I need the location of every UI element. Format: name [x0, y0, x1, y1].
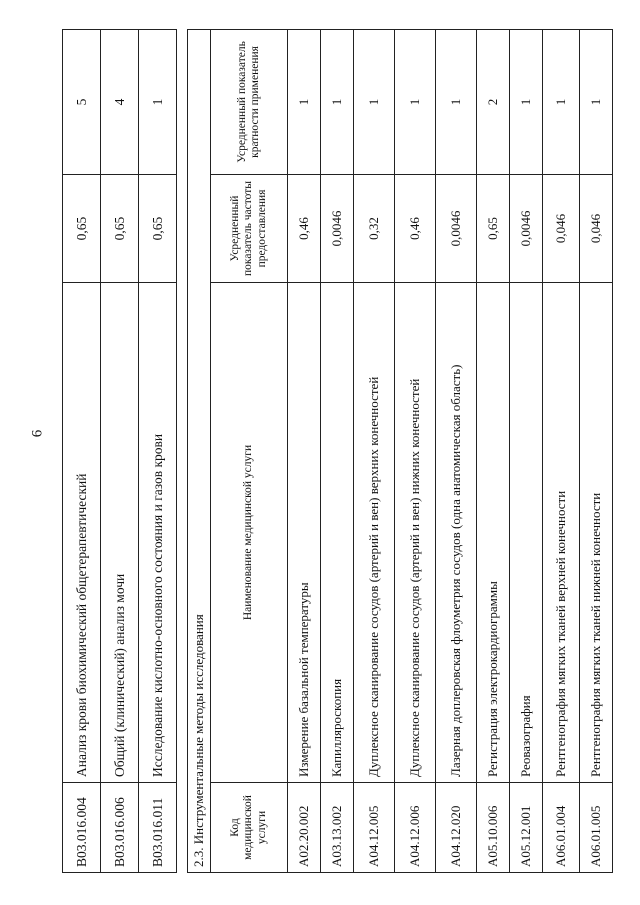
service-name: Капилляроскопия [321, 283, 354, 783]
service-name: Реовазография [510, 283, 543, 783]
service-name: Рентгенография мягких тканей нижней конечности [580, 283, 613, 783]
frequency-value: 0,046 [580, 175, 613, 283]
table-row [321, 29, 354, 872]
service-code: A05.10.006 [477, 783, 510, 873]
header-code: Код медицинской услуги [211, 783, 288, 873]
table-row [288, 29, 321, 872]
multiplicity-value: 4 [101, 30, 139, 175]
frequency-value: 0,0046 [510, 175, 543, 283]
page-number: 6 [29, 429, 46, 438]
multiplicity-value: 1 [510, 29, 543, 174]
table-row [543, 29, 580, 872]
table-row [63, 30, 101, 873]
header-row [211, 29, 288, 872]
table-row [101, 30, 139, 873]
frequency-value: 0,65 [139, 175, 177, 283]
multiplicity-value: 1 [354, 29, 395, 174]
instrumental-methods-table [187, 29, 613, 873]
section-title-row [188, 29, 211, 872]
multiplicity-value: 1 [139, 30, 177, 175]
multiplicity-value: 1 [580, 29, 613, 174]
header-name: Наименование медицинской услуги [211, 283, 288, 783]
multiplicity-value: 5 [63, 30, 101, 175]
service-name: Лазерная доплеровская флоуметрия сосудов (одна анатомическая область) [436, 283, 477, 783]
service-name: Дуплексное сканирование сосудов (артерий и вен) нижних конечностей [395, 283, 436, 783]
service-name: Измерение базальной температуры [288, 283, 321, 783]
service-name: Регистрация электрокардиограммы [477, 283, 510, 783]
service-code: A06.01.004 [543, 783, 580, 873]
service-code: A04.12.020 [436, 783, 477, 873]
multiplicity-value: 1 [543, 29, 580, 174]
service-name: Рентгенография мягких тканей верхней конечности [543, 283, 580, 783]
multiplicity-value: 1 [436, 29, 477, 174]
frequency-value: 0,0046 [321, 175, 354, 283]
multiplicity-value: 1 [321, 29, 354, 174]
frequency-value: 0,65 [477, 175, 510, 283]
service-name: Анализ крови биохимический общетерапевтический [63, 283, 101, 783]
service-code: A04.12.005 [354, 783, 395, 873]
service-code: A04.12.006 [395, 783, 436, 873]
section-title: 2.3. Инструментальные методы исследования [188, 29, 211, 872]
frequency-value: 0,046 [543, 175, 580, 283]
service-name: Общий (клинический) анализ мочи [101, 283, 139, 783]
table-row [510, 29, 543, 872]
frequency-value: 0,46 [288, 175, 321, 283]
table-row [395, 29, 436, 872]
service-code: A03.13.002 [321, 783, 354, 873]
service-name: Исследование кислотно-основного состояния и газов крови [139, 283, 177, 783]
frequency-value: 0,46 [395, 175, 436, 283]
service-name: Дуплексное сканирование сосудов (артерий и вен) верхних конечностей [354, 283, 395, 783]
multiplicity-value: 1 [288, 29, 321, 174]
frequency-value: 0,65 [101, 175, 139, 283]
frequency-value: 0,0046 [436, 175, 477, 283]
service-code: A05.12.001 [510, 783, 543, 873]
service-code: B03.016.004 [63, 783, 101, 873]
multiplicity-value: 1 [395, 29, 436, 174]
table-row [580, 29, 613, 872]
table-row [139, 30, 177, 873]
header-frequency: Усредненный показатель частоты предоставления [211, 175, 288, 283]
table-row [354, 29, 395, 872]
header-multiplicity: Усредненный показатель кратности применения [211, 29, 288, 174]
services-table-top [62, 29, 177, 873]
frequency-value: 0,32 [354, 175, 395, 283]
frequency-value: 0,65 [63, 175, 101, 283]
service-code: A02.20.002 [288, 783, 321, 873]
service-code: A06.01.005 [580, 783, 613, 873]
multiplicity-value: 2 [477, 29, 510, 174]
service-code: B03.016.011 [139, 783, 177, 873]
table-row [477, 29, 510, 872]
table-row [436, 29, 477, 872]
service-code: B03.016.006 [101, 783, 139, 873]
